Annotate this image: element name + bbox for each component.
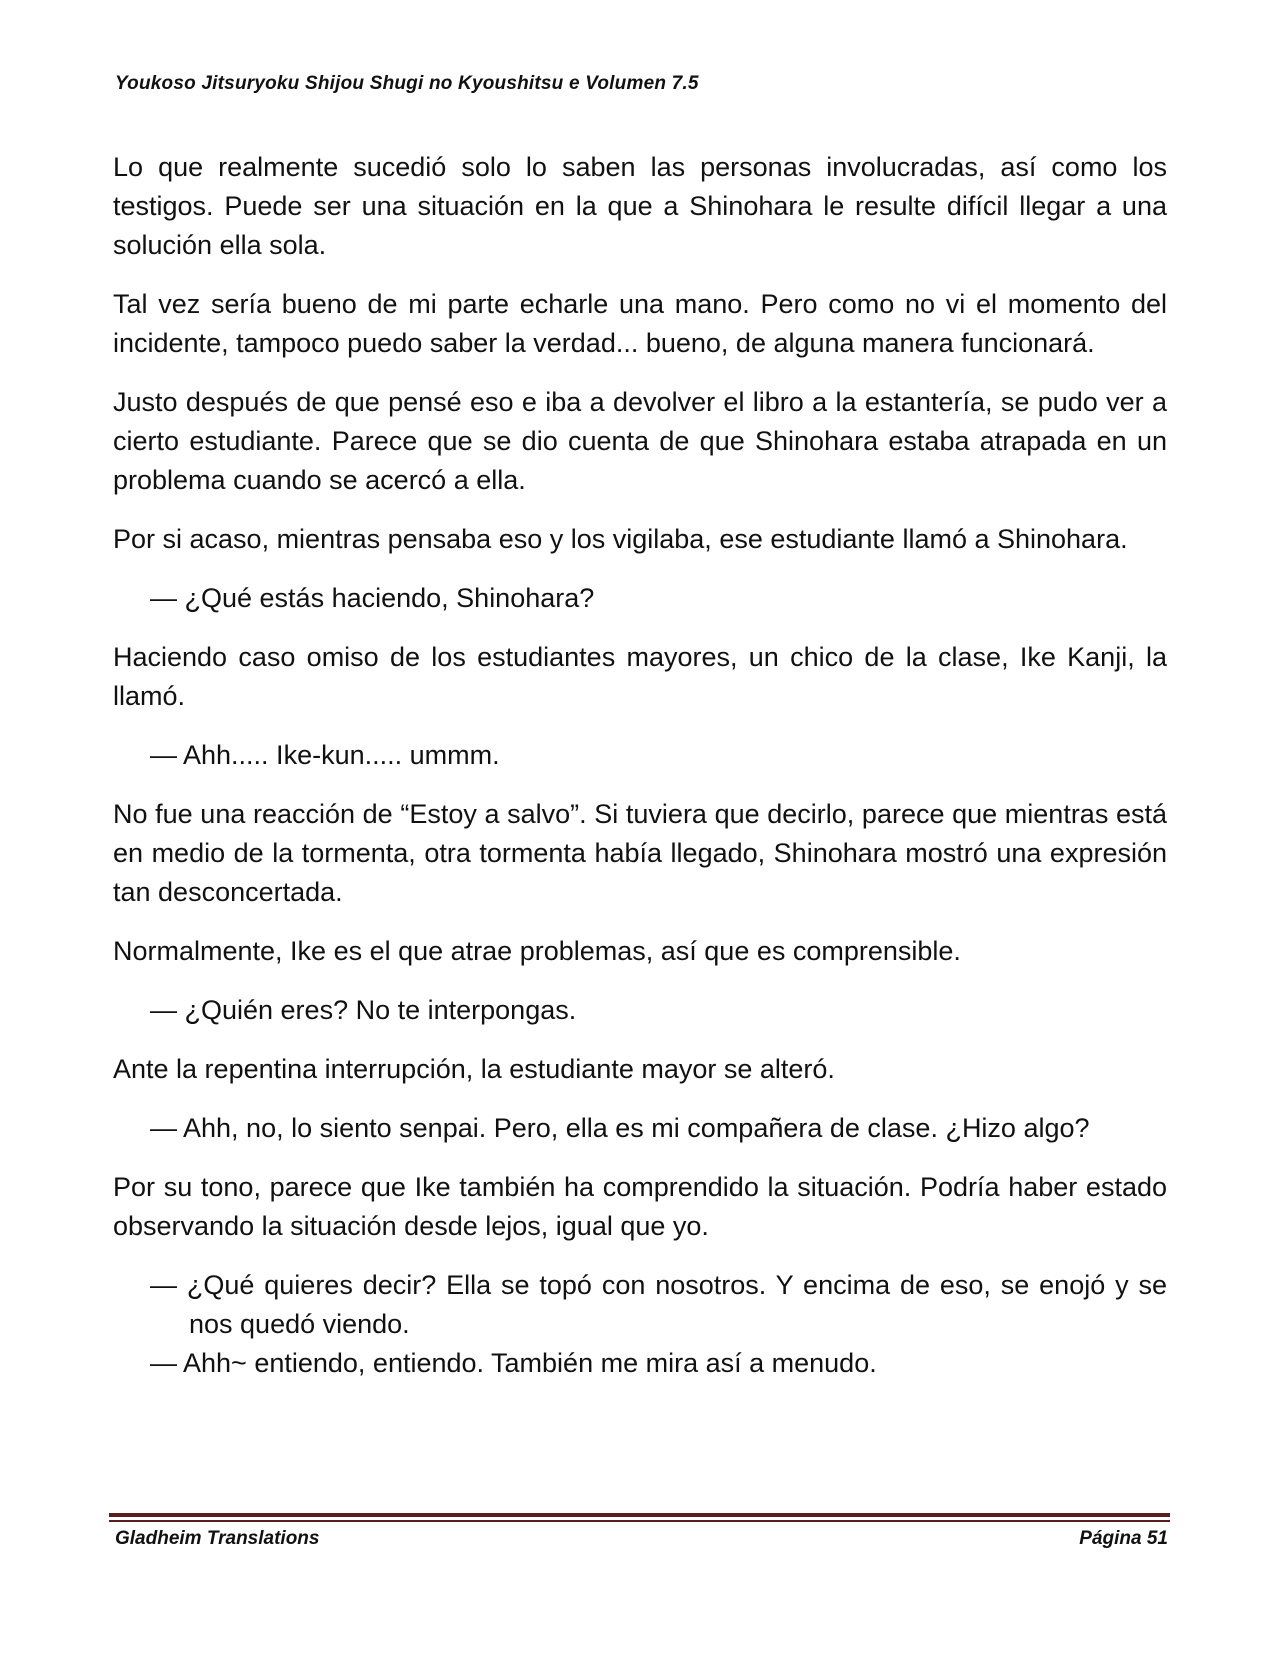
paragraph: Normalmente, Ike es el que atrae problemas, así que es comprensible. bbox=[113, 936, 961, 966]
dialogue-line: — ¿Quién eres? No te interpongas. bbox=[150, 995, 577, 1025]
paragraph: Tal vez sería bueno de mi parte echarle una mano. Pero como no vi el momento del incidente, tampoco puedo saber la verdad... bueno, de alguna manera funcionará. bbox=[113, 289, 1167, 358]
paragraph: Justo después de que pensé eso e iba a devolver el libro a la estantería, se pudo ver a cierto estudiante. Parece que se dio cuenta de que Shinohara estaba atrapada en un problema cuando se acercó a ella. bbox=[113, 387, 1167, 495]
footer-rule-thin bbox=[109, 1520, 1170, 1522]
paragraph: Por si acaso, mientras pensaba eso y los vigilaba, ese estudiante llamó a Shinohara. bbox=[113, 524, 1128, 554]
page-content bbox=[113, 148, 1167, 1383]
paragraph: Haciendo caso omiso de los estudiantes mayores, un chico de la clase, Ike Kanji, la llamó. bbox=[113, 642, 1167, 711]
dialogue-line: — Ahh, no, lo siento senpai. Pero, ella es mi compañera de clase. ¿Hizo algo? bbox=[150, 1113, 1090, 1143]
paragraph: Lo que realmente sucedió solo lo saben las personas involucradas, así como los testigos. Puede ser una situación en la que a Shinohara le resulte difícil llegar a una solución ella sola. bbox=[113, 152, 1167, 260]
dialogue-line: — Ahh..... Ike-kun..... ummm. bbox=[150, 740, 500, 770]
paragraph: No fue una reacción de “Estoy a salvo”. Si tuviera que decirlo, parece que mientras está en medio de la tormenta, otra tormenta había llegado, Shinohara mostró una expresión tan desconcertada. bbox=[113, 799, 1167, 907]
paragraph: Por su tono, parece que Ike también ha comprendido la situación. Podría haber estado observando la situación desde lejos, igual que yo. bbox=[113, 1172, 1167, 1241]
footer-rule-thick bbox=[109, 1513, 1170, 1517]
page-number: Página 51 bbox=[1079, 1528, 1168, 1549]
paragraph: Ante la repentina interrupción, la estudiante mayor se alteró. bbox=[113, 1054, 835, 1084]
dialogue-line: — Ahh~ entiendo, entiendo. También me mira así a menudo. bbox=[150, 1348, 877, 1378]
dialogue-line: — ¿Qué quieres decir? Ella se topó con nosotros. Y encima de eso, se enojó y se nos quedó viendo. bbox=[150, 1270, 1167, 1339]
running-header: Youkoso Jitsuryoku Shijou Shugi no Kyoushitsu e Volumen 7.5 bbox=[115, 73, 699, 94]
footer-credit: Gladheim Translations bbox=[115, 1528, 320, 1549]
dialogue-line: — ¿Qué estás haciendo, Shinohara? bbox=[150, 583, 595, 613]
